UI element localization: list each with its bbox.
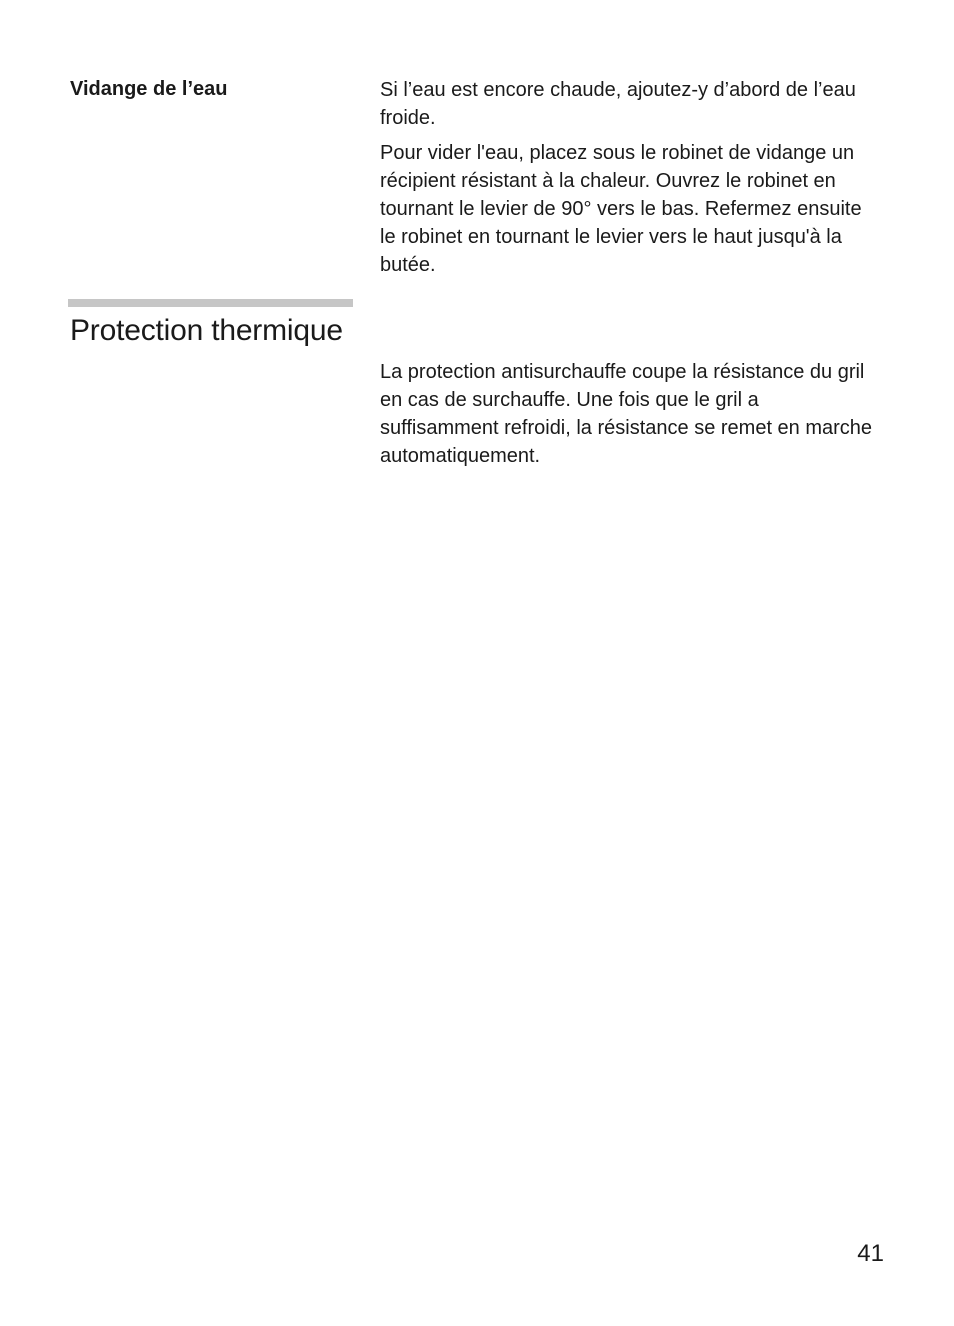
drain-paragraph-1: Si l’eau est encore chaude, ajoutez-y d’abord de l’eau froide. (380, 79, 856, 129)
section-title-thermal: Protection thermique (70, 314, 343, 347)
section-divider-bar (68, 299, 353, 307)
page-number: 41 (857, 1240, 884, 1267)
thermal-paragraph-1: La protection antisurchauffe coupe la résistance du gril en cas de surchauffe. Une fois que le gril a suffisamment refroidi, la résistance se remet en marche automatiquement. (380, 361, 873, 467)
drain-paragraph-2: Pour vider l'eau, placez sous le robinet de vidange un récipient résistant à la chaleur. Ouvrez le robinet en tournant le levier de 90° vers le bas. Refermez ensuite le robinet en tournant le levier vers le haut jusqu'à la butée. (380, 142, 862, 276)
subsection-heading-drain: Vidange de l’eau (70, 78, 228, 100)
